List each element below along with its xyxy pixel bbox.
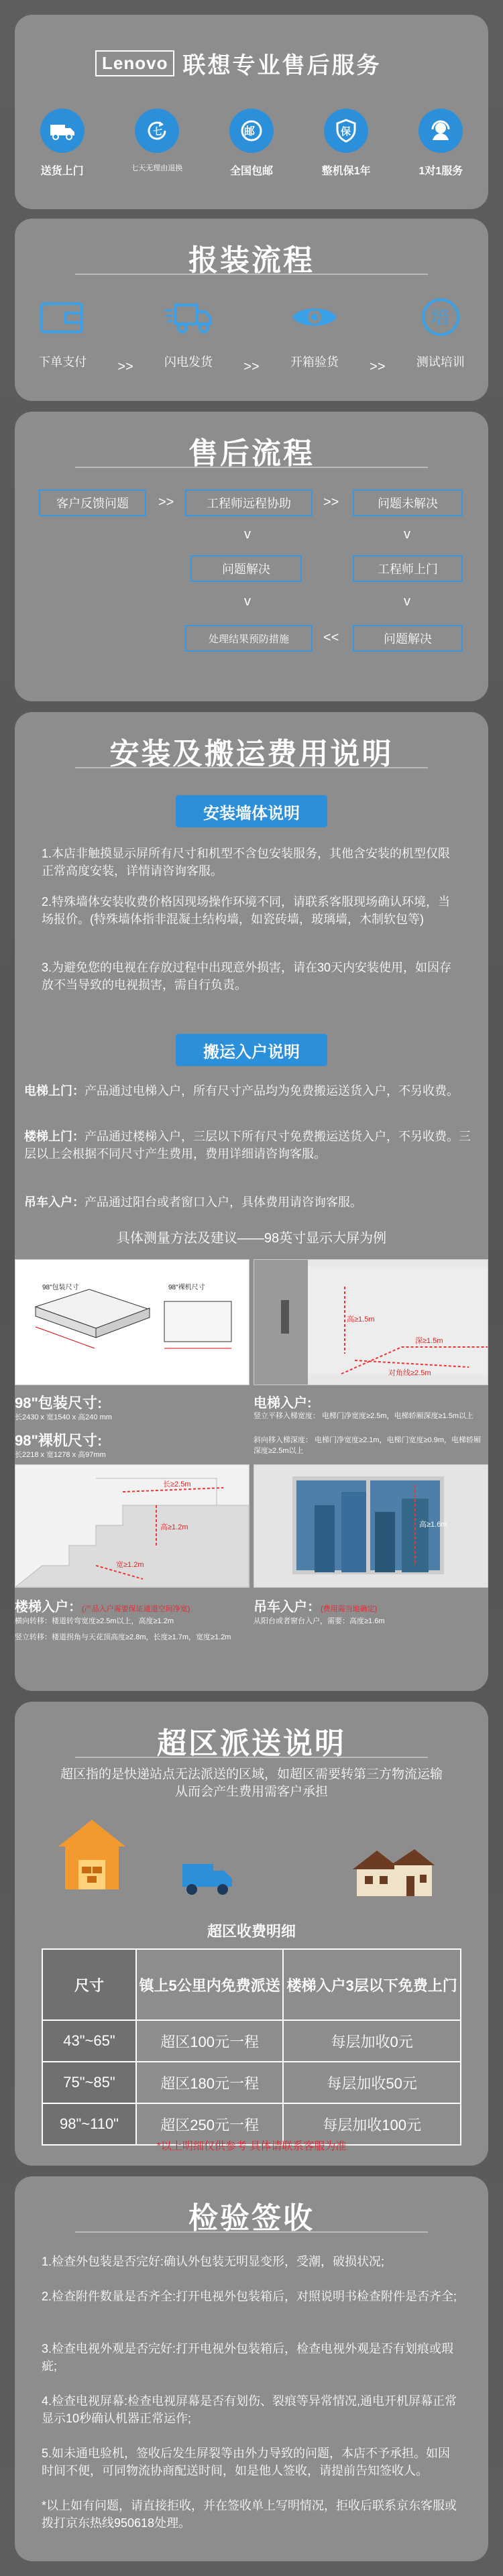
feature-return xyxy=(120,109,194,178)
fee-cell-stairs: 每层加收100元 xyxy=(283,2103,461,2145)
install-flow-title: 报装流程 xyxy=(188,244,315,277)
inspection-title: 检验签收 xyxy=(188,2202,315,2235)
table-row xyxy=(42,2062,461,2103)
step-separator: >> xyxy=(117,359,133,374)
install-steps xyxy=(15,292,488,375)
flow-arrow-down: v xyxy=(244,527,251,542)
stairs-diagram xyxy=(15,1464,249,1588)
crane-text: 从阳台或者窗台入户，需要：高度≥1.6m xyxy=(254,1617,385,1625)
crane-note: (费用需当地确定) xyxy=(321,1605,378,1613)
svg-text:七: 七 xyxy=(152,127,162,137)
crane-title: 吊车入户： xyxy=(254,1600,321,1615)
svg-text:培: 培 xyxy=(430,306,449,329)
step-label: 闪电发货 xyxy=(164,355,213,369)
flow-arrow-down: v xyxy=(404,527,410,542)
stairs-caption xyxy=(15,1596,190,1615)
bare-size-title: 98"裸机尺寸: xyxy=(15,1432,103,1449)
move-crane-text: 产品通过阳台或者窗口入户，具体费用请咨询客服。 xyxy=(85,1195,362,1209)
fee-title: 超区收费明细 xyxy=(207,1923,296,1940)
wall-para-2: 2.特殊墙体安装收费价格因现场操作环境不同，请联系客服现场确认环境，当场报价。(特殊墙体指非混凝土结构墙，如瓷砖墙，玻璃墙，木制软包等) xyxy=(42,895,451,926)
feature-label: 整机保1年 xyxy=(321,166,371,177)
header-title: 联想专业售后服务 xyxy=(182,53,382,78)
move-elevator-label: 电梯上门： xyxy=(24,1084,85,1098)
box-label: 98"包装尺寸 xyxy=(42,1284,79,1291)
fee-table-header xyxy=(42,1949,461,2020)
window-diagram xyxy=(254,1464,488,1588)
title-divider xyxy=(75,2231,428,2233)
inspection-item-5: 5.如未通电验机，签收后发生屏裂等由外力导致的问题，本店不予承担。如因时间不便，可同物流协商配送时间，如是他人签收，请提前告知签收人。 xyxy=(42,2447,451,2477)
inspection-item-2: 2.检查附件数量是否齐全:打开电视外包装箱后，对照说明书检查附件是否齐全; xyxy=(42,2290,457,2303)
title-divider xyxy=(75,274,428,275)
step-label: 下单支付 xyxy=(38,355,87,369)
delivery-truck-icon xyxy=(181,1860,235,1901)
move-crane-label: 吊车入户： xyxy=(24,1195,85,1209)
move-elevator xyxy=(15,1082,488,1100)
table-row xyxy=(42,2020,461,2062)
inspection-item-1: 1.检查外包装是否完好:确认外包装无明显变形，受潮，破损状况; xyxy=(42,2255,385,2268)
crane-caption xyxy=(254,1596,377,1615)
bare-label: 98"裸机尺寸 xyxy=(168,1284,205,1291)
remote-delivery-card xyxy=(15,1702,488,2166)
warehouse-icon xyxy=(55,1813,129,1897)
move-stairs xyxy=(15,1128,488,1163)
stairs-text-2: 竖立转移：楼道拐角与天花顶高度≥2.8m，长度≥1.7m，宽度≥1.2m xyxy=(15,1633,231,1641)
fee-cell-town: 超区100元一程 xyxy=(136,2020,283,2062)
training-icon xyxy=(416,292,465,342)
title-divider xyxy=(75,467,428,468)
service-header-card xyxy=(15,15,488,209)
move-stairs-label: 楼梯上门： xyxy=(24,1130,85,1143)
step-ship xyxy=(148,292,229,370)
install-fee-title: 安装及搬运费用说明 xyxy=(109,738,394,770)
title-divider xyxy=(75,767,428,768)
fee-cell-town: 超区250元一程 xyxy=(136,2103,283,2145)
stairs-note: (产品入户需要保证通道空间净宽) xyxy=(82,1605,190,1613)
fee-cell-town: 超区180元一程 xyxy=(136,2062,283,2103)
flow-arrow-down: v xyxy=(244,594,251,609)
step-label: 开箱验货 xyxy=(290,355,339,369)
return-icon xyxy=(135,109,179,153)
flow-arrow-right: >> xyxy=(323,495,339,510)
fee-footnote: *以上明细仅供参考 具体请联系客服为准 xyxy=(156,2141,347,2152)
elev-height-label: 高≥1.5m xyxy=(347,1315,375,1324)
fee-header-town: 镇上5公里内免费派送 xyxy=(136,1949,283,2020)
elevator-text-2: 斜向移入梯深度： 电梯门净宽度≥2.1m，电梯门宽度≥0.9m，电梯轿厢深度≥2.5m以上 xyxy=(254,1436,482,1455)
feature-label: 七天无理由退换 xyxy=(131,164,183,172)
truck-icon xyxy=(40,109,85,153)
feature-label: 全国包邮 xyxy=(229,166,273,177)
move-subhead: 搬运入户说明 xyxy=(176,1034,327,1066)
remote-desc: 超区指的是快递站点无法派送的区域，如超区需要转第三方物流运输从而会产生费用需客户承担 xyxy=(60,1767,443,1799)
inspection-item-4: 4.检查电视屏幕:检查电视屏幕是否有划伤、裂痕等异常情况,通电开机屏幕正常显示10秒确认机器正常运作; xyxy=(42,2394,457,2425)
install-fee-card xyxy=(15,712,488,1691)
flow-box-prevention: 处理结果预防措施 xyxy=(185,625,313,652)
window-illustration xyxy=(254,1465,488,1587)
step-separator: >> xyxy=(243,359,260,374)
feature-delivery xyxy=(25,109,99,178)
flow-box-resolved-2: 问题解决 xyxy=(353,625,463,652)
step-label: 测试培训 xyxy=(416,355,465,369)
wallet-icon xyxy=(38,292,87,342)
flow-arrow-down: v xyxy=(404,594,410,609)
step-pay xyxy=(22,292,103,370)
inspection-card xyxy=(15,2176,488,2561)
stairs-text-1: 横向转移：楼道转弯宽度≥2.5m以上，高度≥1.2m xyxy=(15,1617,174,1625)
fee-cell-stairs: 每层加收0元 xyxy=(283,2020,461,2062)
measure-note: 具体测量方法及建议——98英寸显示大屏为例 xyxy=(116,1231,387,1246)
stairs-len-label: 长≥2.5m xyxy=(163,1480,191,1488)
inspection-note: *以上如有问题，请直接拒收，并在签收单上写明情况，拒收后联系京东客服或拨打京东热线950618处理。 xyxy=(42,2499,457,2530)
move-stairs-text: 产品通过楼梯入户，三层以下所有尺寸免费搬运送货入户，不另收费。三层以上会根据不同尺寸产生费用，费用详细请咨询客服。 xyxy=(24,1130,471,1161)
inspection-item-3: 3.检查电视外观是否完好:打开电视外包装箱后，检查电视外观是否有划痕或瑕疵; xyxy=(42,2342,454,2373)
flow-box-resolved: 问题解决 xyxy=(190,555,302,582)
eye-icon xyxy=(290,292,339,342)
svg-text:邮: 邮 xyxy=(243,125,255,137)
house-icon xyxy=(350,1845,437,1902)
stairs-height-label: 高≥1.2m xyxy=(160,1523,188,1531)
flow-box-feedback: 客户反馈问题 xyxy=(39,489,146,516)
mail-icon xyxy=(229,109,274,153)
flow-box-remote: 工程师远程协助 xyxy=(185,489,313,516)
flow-box-unresolved: 问题未解决 xyxy=(353,489,463,516)
feature-label: 送货上门 xyxy=(40,166,84,177)
fee-header-size: 尺寸 xyxy=(42,1949,136,2020)
title-divider xyxy=(75,1757,428,1758)
aftersale-flow-card xyxy=(15,412,488,701)
fee-cell-size: 98"~110" xyxy=(42,2103,136,2145)
elev-diag-label: 对角线≥2.5m xyxy=(388,1369,431,1377)
shield-icon xyxy=(324,109,368,153)
lenovo-logo: Lenovo xyxy=(95,50,174,76)
fee-table xyxy=(42,1948,461,2146)
box-dimensions-illustration xyxy=(15,1260,249,1385)
step-train xyxy=(400,292,481,370)
fee-cell-size: 75"~85" xyxy=(42,2062,136,2103)
step-inspect xyxy=(274,292,355,370)
feature-shipping xyxy=(215,109,288,178)
fee-cell-size: 43"~65" xyxy=(42,2020,136,2062)
support-icon xyxy=(418,109,463,153)
wall-para-3: 3.为避免您的电视在存放过程中出现意外损害，请在30天内安装使用，如因存放不当导致的电视损害，需自行负责。 xyxy=(42,961,452,992)
move-crane xyxy=(15,1193,488,1211)
crane-height-label: 高≥1.6m xyxy=(419,1521,447,1529)
feature-list xyxy=(15,109,488,178)
wall-para-1: 1.本店非触摸显示屏所有尺寸和机型不含包安装服务，其他含安装的机型仅限正常高度安装，详情请咨询客服。 xyxy=(42,847,451,878)
stairs-title: 楼梯入户： xyxy=(15,1600,82,1615)
fast-truck-icon xyxy=(164,292,213,342)
stairs-width-label: 宽≥1.2m xyxy=(116,1561,144,1569)
tv-box-diagram xyxy=(15,1259,249,1385)
feature-support xyxy=(404,109,478,178)
elevator-text-1: 竖立平移入梯宽度： 电梯门净宽度≥2.5m，电梯轿厢深度≥1.5m以上 xyxy=(254,1412,474,1420)
aftersale-flow-title: 售后流程 xyxy=(188,437,315,470)
remote-title: 超区派送说明 xyxy=(157,1727,346,1760)
feature-warranty xyxy=(309,109,383,178)
elev-depth-label: 深≥1.5m xyxy=(415,1337,443,1345)
bare-size-text: 长2218 x 宽1278 x 高97mm xyxy=(15,1451,106,1459)
svg-text:保: 保 xyxy=(341,125,351,137)
step-separator: >> xyxy=(370,359,386,374)
pack-size-title: 98"包装尺寸: xyxy=(15,1395,103,1411)
pack-size-text: 长2430 x 宽1540 x 高240 mm xyxy=(15,1413,112,1421)
brand-row xyxy=(95,47,381,80)
flow-arrow-left: << xyxy=(323,630,339,645)
install-flow-card xyxy=(15,219,488,401)
feature-label: 1对1服务 xyxy=(418,166,463,177)
flow-box-onsite: 工程师上门 xyxy=(353,555,463,582)
elevator-diagram xyxy=(254,1259,488,1385)
fee-header-stairs: 楼梯入户3层以下免费上门 xyxy=(283,1949,461,2020)
move-elevator-text: 产品通过电梯入户，所有尺寸产品均为免费搬运送货入户，不另收费。 xyxy=(85,1084,459,1098)
flow-arrow-right: >> xyxy=(158,495,174,510)
elevator-title: 电梯入户: xyxy=(254,1396,312,1411)
wall-subhead: 安装墙体说明 xyxy=(176,795,327,827)
fee-cell-stairs: 每层加收50元 xyxy=(283,2062,461,2103)
